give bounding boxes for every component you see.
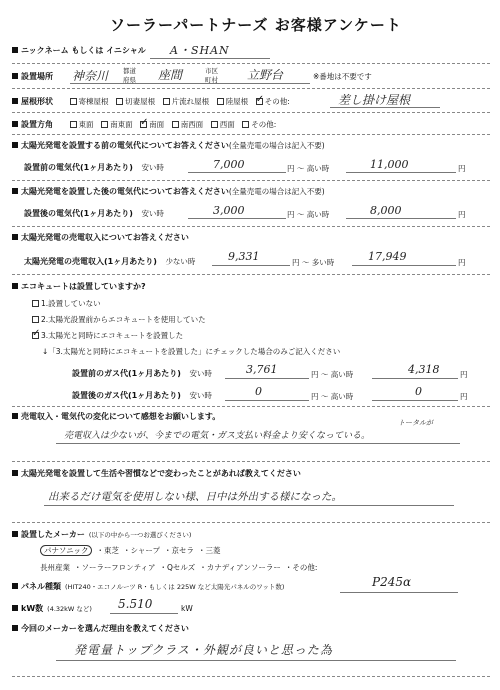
gas-before-low-underline (225, 378, 309, 379)
direction-option-south[interactable]: ✓ 南面 (140, 119, 164, 130)
maker-option-kyocera[interactable]: ・京セラ (163, 546, 194, 555)
city-unit-a: 市区 (205, 67, 218, 75)
panel-value[interactable]: P245α (372, 575, 412, 589)
direction-option-southeast[interactable]: 南東面 (101, 119, 133, 130)
bullet-icon (12, 234, 18, 240)
bullet-icon (12, 470, 18, 476)
impression-heading-row (12, 411, 220, 422)
elec-before-label: 設置前の電気代(1ヶ月あたり) (24, 163, 133, 172)
checkbox-icon (32, 316, 39, 323)
high-label: 円 〜 高い時 (287, 210, 330, 219)
maker-option-toshiba[interactable]: ・東芝 (96, 546, 119, 555)
direction-option-southwest[interactable]: 南西面 (172, 119, 204, 130)
gas-after-row (72, 390, 212, 401)
sales-heading-row (12, 232, 189, 243)
sales-low[interactable]: 9,331 (228, 250, 260, 263)
nickname-row (12, 45, 146, 56)
roof-option-flat[interactable]: 陸屋根 (217, 96, 249, 107)
elec-before-note: (全量売電の場合は記入不要) (228, 141, 325, 150)
bullet-icon (12, 583, 18, 589)
checkbox-icon (163, 98, 170, 105)
panel-label: パネル種類 (21, 582, 61, 591)
nickname-value[interactable]: A・SHAN (170, 44, 230, 57)
divider (12, 461, 490, 462)
gas-before-label: 設置前のガス代(1ヶ月あたり) (72, 369, 181, 378)
maker-row-1 (40, 545, 220, 556)
impression-heading: 売電収入・電気代の変化について感想をお願いします。 (21, 412, 221, 421)
kw-row (12, 603, 92, 614)
reason-heading-row (12, 623, 189, 634)
maker-option-solar-frontier[interactable]: ・ソーラーフロンティア (74, 563, 156, 572)
location-city[interactable]: 座間 (158, 68, 183, 82)
reason-answer[interactable]: 発電量トップクラス・外観が良いと思った為 (74, 643, 333, 657)
bullet-icon (12, 283, 18, 289)
gas-after-low[interactable]: 0 (255, 385, 262, 398)
sales-low-underline (212, 265, 290, 266)
sales-high[interactable]: 17,949 (368, 250, 407, 263)
gas-before-low[interactable]: 3,761 (246, 363, 278, 376)
kw-unit: kW (181, 604, 193, 613)
divider (12, 88, 490, 89)
low-label: 安い時 (189, 369, 212, 378)
divider (12, 274, 490, 275)
maker-option-qcells[interactable]: ・Qセルズ (159, 563, 196, 572)
ecocute-option-1[interactable]: 1.設置していない (32, 298, 101, 309)
checkbox-icon (172, 121, 179, 128)
maker-option-sharp[interactable]: ・シャープ (122, 546, 160, 555)
page-title: ソーラーパートナーズ お客様アンケート (110, 16, 402, 34)
bullet-icon (12, 531, 18, 537)
bullet-icon (12, 625, 18, 631)
checkbox-icon (211, 121, 218, 128)
location-town[interactable]: 立野台 (247, 68, 284, 82)
maker-note: (以下の中から一つお選びください) (88, 531, 192, 539)
maker-option-choshu[interactable]: 長州産業 (40, 563, 70, 572)
pref-unit-a: 都道 (123, 67, 136, 75)
elec-after-note: (全量売電の場合は記入不要) (228, 187, 325, 196)
checkbox-checked-icon (140, 121, 147, 128)
direction-label: 設置方角 (21, 120, 53, 129)
sales-heading: 太陽光発電の売電収入についてお答えください (21, 233, 189, 242)
unit-label: 円 (458, 210, 466, 219)
roof-option-shed[interactable]: 片流れ屋根 (163, 96, 210, 107)
low-label: 安い時 (189, 391, 212, 400)
bullet-icon (12, 73, 18, 79)
nickname-label: ニックネーム もしくは イニシャル (21, 46, 146, 55)
reason-underline (56, 660, 456, 661)
divider (12, 180, 490, 181)
panel-note: (HIT240・エコノルーツ R・もしくは 225W など太陽光パネルのワット数) (65, 583, 285, 591)
roof-shape-label: 屋根形状 (21, 97, 53, 106)
elec-before-row (24, 162, 164, 173)
checkbox-checked-icon (32, 332, 39, 339)
checkbox-icon (242, 121, 249, 128)
impression-answer[interactable]: 売電収入は少ないが、今までの電気・ガス支払い料金より安くなっている。 (64, 431, 371, 441)
high-label: 円 〜 高い時 (311, 370, 354, 379)
elec-before-low-underline (188, 172, 286, 173)
gas-before-high-underline (372, 378, 458, 379)
maker-option-mitsubishi[interactable]: ・三菱 (197, 546, 221, 555)
gas-after-high-underline (372, 400, 458, 401)
unit-label: 円 (460, 370, 468, 379)
lifestyle-heading-row (12, 468, 301, 479)
elec-before-low[interactable]: 7,000 (213, 158, 245, 171)
elec-after-high[interactable]: 8,000 (370, 204, 402, 217)
bullet-icon (12, 142, 18, 148)
elec-after-row (24, 208, 164, 219)
elec-before-high[interactable]: 11,000 (370, 158, 409, 171)
nickname-underline (150, 58, 270, 59)
direction-option-east[interactable]: 東面 (70, 119, 94, 130)
checkbox-icon (217, 98, 224, 105)
direction-option-west[interactable]: 西面 (211, 119, 235, 130)
bullet-icon (12, 47, 18, 53)
checkbox-icon (70, 98, 77, 105)
impression-insert: トータルが (398, 419, 433, 427)
bullet-icon (12, 605, 18, 611)
location-row (12, 71, 53, 82)
ecocute-heading: エコキュートは設置していますか? (21, 282, 146, 291)
elec-before-heading-row (12, 140, 325, 151)
gas-after-high[interactable]: 0 (415, 385, 422, 398)
roof-other-underline (330, 107, 440, 108)
elec-before-heading: 太陽光発電を設置する前の電気代についてお答えください (21, 141, 229, 150)
elec-after-heading-row (12, 186, 325, 197)
bullet-icon (12, 98, 18, 104)
sales-high-underline (352, 265, 456, 266)
low-label: 少ない時 (165, 257, 196, 266)
location-underline (70, 83, 310, 84)
high-label: 円 〜 高い時 (287, 164, 330, 173)
divider (12, 226, 490, 227)
ecocute-option-2[interactable]: 2.太陽光設置前からエコキュートを使用していた (32, 314, 206, 325)
divider (12, 522, 490, 523)
ecocute-note: ↓「3.太陽光と同時にエコキュートを設置した」にチェックした場合のみご記入ください (42, 347, 341, 356)
location-pref[interactable]: 神奈川 (72, 69, 109, 83)
unit-label: 円 (458, 258, 466, 267)
sales-row (24, 256, 195, 267)
checkbox-icon (101, 121, 108, 128)
low-label: 安い時 (141, 209, 164, 218)
kw-underline (110, 613, 178, 614)
elec-after-high-underline (346, 218, 456, 219)
kw-label: kW数 (21, 604, 44, 613)
divider (12, 406, 490, 407)
high-label: 円 〜 多い時 (292, 258, 335, 267)
elec-before-high-underline (346, 172, 456, 173)
panel-underline (340, 592, 458, 593)
lifestyle-answer[interactable]: 出来るだけ電気を使用しない様、日中は外出する様になった。 (48, 491, 342, 503)
location-label: 設置場所 (21, 72, 53, 81)
elec-after-heading: 太陽光発電を設置した後の電気代についてお答えください (21, 187, 229, 196)
unit-label: 円 (460, 392, 468, 401)
impression-underline (56, 443, 460, 444)
ecocute-option-3[interactable]: ✓3.太陽光と同時にエコキュートを設置した (32, 330, 183, 341)
bullet-icon (12, 188, 18, 194)
roof-option-hipped[interactable]: 寄棟屋根 (70, 96, 109, 107)
unit-label: 円 (458, 164, 466, 173)
maker-heading: 設置したメーカー (21, 530, 85, 539)
elec-after-low[interactable]: 3,000 (213, 204, 245, 217)
checkbox-icon (32, 300, 39, 307)
gas-after-label: 設置後のガス代(1ヶ月あたり) (72, 391, 181, 400)
divider (12, 112, 490, 113)
maker-row-2 (40, 562, 317, 573)
ecocute-heading-row (12, 281, 146, 292)
reason-heading: 今回のメーカーを選んだ理由を教えてください (21, 624, 189, 633)
divider (12, 63, 490, 64)
kw-note: (4.32kW など) (47, 605, 92, 613)
city-unit-b: 町村 (205, 76, 218, 84)
gas-before-high[interactable]: 4,318 (408, 363, 440, 376)
divider (12, 676, 490, 677)
location-note: ※番地は不要です (313, 72, 372, 81)
elec-after-label: 設置後の電気代(1ヶ月あたり) (24, 209, 133, 218)
kw-value[interactable]: 5.510 (118, 597, 153, 611)
bullet-icon (12, 413, 18, 419)
checkbox-icon (116, 98, 123, 105)
maker-option-other[interactable]: ・その他: (284, 563, 318, 572)
high-label: 円 〜 高い時 (311, 392, 354, 401)
sales-label: 太陽光発電の売電収入(1ヶ月あたり) (24, 257, 157, 266)
panel-row (12, 581, 284, 592)
elec-after-low-underline (188, 218, 286, 219)
roof-other-value[interactable]: 差し掛け屋根 (338, 93, 411, 107)
low-label: 安い時 (141, 163, 164, 172)
maker-option-panasonic[interactable]: パナソニック (40, 545, 92, 556)
gas-before-row (72, 368, 212, 379)
lifestyle-heading: 太陽光発電を設置して生活や習慣などで変わったことがあれば教えてください (21, 469, 301, 478)
divider (12, 134, 490, 135)
direction-row (12, 119, 281, 130)
checkbox-icon (70, 121, 77, 128)
roof-shape-row (12, 96, 295, 107)
roof-option-other[interactable]: ✓ その他: (256, 96, 290, 107)
maker-heading-row (12, 529, 191, 540)
gas-after-low-underline (225, 400, 309, 401)
pref-unit-b: 府県 (123, 76, 136, 84)
lifestyle-underline (44, 505, 454, 506)
roof-option-gable[interactable]: 切妻屋根 (116, 96, 155, 107)
maker-option-canadian-solar[interactable]: ・カナディアンソーラー (199, 563, 281, 572)
bullet-icon (12, 121, 18, 127)
direction-option-other[interactable]: その他: (242, 119, 276, 130)
checkbox-checked-icon (256, 98, 263, 105)
